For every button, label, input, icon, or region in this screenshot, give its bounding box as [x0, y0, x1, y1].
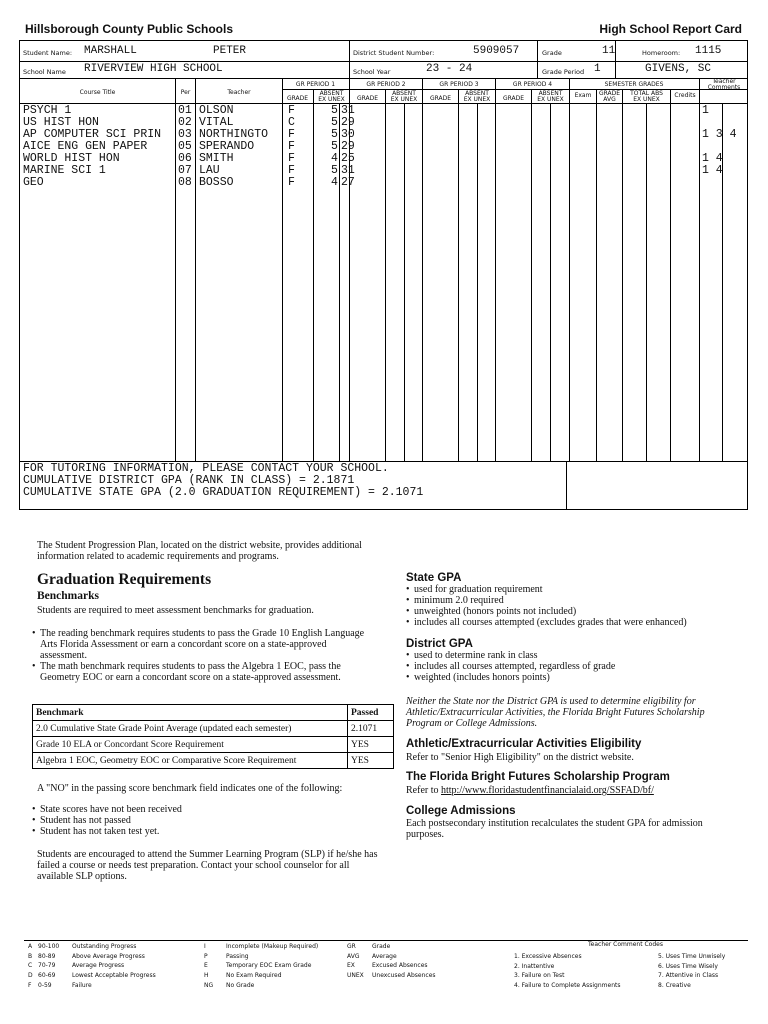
- course-teacher: BOSSO: [199, 176, 234, 189]
- benchmark-cell: Algebra 1 EOC, Geometry EOC or Comparative Score Requirement: [33, 753, 348, 769]
- gp2-absent-header: ABSENT: [392, 90, 416, 97]
- legend-code: I: [204, 943, 206, 950]
- legend-desc: Failure: [72, 981, 92, 989]
- benchmark-column-header: Benchmark: [33, 705, 348, 721]
- legend-desc: Temporary EOC Exam Grade: [226, 962, 312, 970]
- student-first-name: PETER: [213, 45, 247, 57]
- legend-comment-code: 3. Failure on Test: [514, 972, 565, 980]
- course-title: US HIST HON: [23, 116, 99, 129]
- gp1-grade: F: [288, 104, 295, 117]
- gp1-absent-ex: 5: [331, 104, 338, 117]
- table-row: [33, 737, 394, 753]
- benchmark-table-header: [33, 705, 394, 721]
- legend-code: EX: [347, 962, 355, 970]
- gp1-header: GR PERIOD 1: [295, 81, 336, 88]
- gp1-absent-ex: 5: [331, 164, 338, 177]
- gp4-grade-header: GRADE: [502, 95, 525, 102]
- course-period: 08: [178, 176, 192, 189]
- grade-label: Grade: [542, 49, 562, 57]
- footer-line-tutoring: FOR TUTORING INFORMATION, PLEASE CONTACT YOUR SCHOOL.: [23, 462, 389, 475]
- benchmark-bullet-reading: • The reading benchmark requires students to pass the Grade 10 English Language Arts Florida Assessment or earn a concordant score on a state-approved assessment.: [32, 628, 372, 661]
- bright-futures-link[interactable]: http://www.floridastudentfinancialaid.org/SSFAD/bf/: [441, 785, 654, 796]
- legend-desc: Average Progress: [72, 962, 125, 970]
- course-title: MARINE SCI 1: [23, 164, 106, 177]
- gp2-header: GR PERIOD 2: [366, 81, 406, 88]
- school-year: 23 - 24: [426, 63, 473, 75]
- course-title: AP COMPUTER SCI PRIN: [23, 128, 162, 141]
- legend-comment-code: 2. Inattentive: [514, 962, 555, 970]
- gp1-absent-ex: 4: [331, 176, 338, 189]
- district-gpa-bullets: [406, 650, 736, 683]
- benchmark-bullet-math: • The math benchmark requires students to pass the Algebra 1 EOC, pass the Geometry EOC or earn a concordant score on a state-approved assessment.: [32, 661, 372, 683]
- gp1-absent-unex: 31: [341, 164, 355, 177]
- course-period: 06: [178, 152, 192, 165]
- no-bullet-not-taken: • Student has not taken test yet.: [32, 826, 372, 837]
- gp1-grade: F: [288, 152, 295, 165]
- legend-code: A: [28, 943, 33, 950]
- gp1-grade: C: [288, 116, 295, 129]
- student-info-row: [20, 41, 747, 62]
- district-gpa-bullet: • used to determine rank in class: [406, 650, 736, 661]
- legend-code: D: [28, 972, 33, 980]
- state-gpa-bullet: • minimum 2.0 required: [406, 595, 736, 606]
- passed-column-header: Passed: [348, 705, 394, 721]
- gp3-grade-header: GRADE: [429, 95, 452, 102]
- gp1-grade: F: [288, 176, 295, 189]
- state-gpa-bullet: • used for graduation requirement: [406, 584, 736, 595]
- course-teacher: VITAL: [199, 116, 234, 129]
- teacher-comments-header: Teacher Comments: [707, 78, 741, 91]
- gp1-absent-ex: 5: [331, 128, 338, 141]
- benchmark-cell: Grade 10 ELA or Concordant Score Requirement: [33, 737, 348, 753]
- district-gpa-title: District GPA: [406, 638, 473, 650]
- gp3-ex-unex-header: EX UNEX: [463, 96, 491, 103]
- gp4-ex-unex-header: EX UNEX: [537, 96, 564, 103]
- table-row: [20, 165, 747, 177]
- legend-code: UNEX: [347, 972, 364, 980]
- gp4-absent-header: ABSENT: [538, 90, 563, 97]
- course-title: WORLD HIST HON: [23, 152, 120, 165]
- progression-plan-intro: The Student Progression Plan, located on the district website, provides additional information related to academic requirements and programs.: [37, 540, 362, 562]
- legend-code: P: [204, 952, 208, 960]
- college-admissions-text: Each postsecondary institution recalculates the student GPA for admission purposes.: [406, 818, 703, 840]
- credits-header: Credits: [674, 92, 696, 99]
- legend-code: AVG: [347, 952, 360, 960]
- benchmarks-text: Students are required to meet assessment benchmarks for graduation.: [37, 605, 314, 616]
- table-row: [20, 141, 747, 153]
- legend-range: 90-100: [38, 943, 60, 950]
- gp4-header: GR PERIOD 4: [512, 81, 553, 88]
- period-header: Per: [180, 89, 191, 96]
- gp1-grade: F: [288, 128, 295, 141]
- district-name: Hillsborough County Public Schools: [25, 22, 234, 36]
- semester-grades-header: SEMESTER GRADES: [604, 81, 664, 88]
- gp1-absent-header: ABSENT: [319, 90, 344, 97]
- legend-desc: Incomplete (Makeup Required): [226, 943, 319, 950]
- benchmark-cell: 2.0 Cumulative State Grade Point Average (updated each semester): [33, 721, 348, 737]
- footer-line-state-gpa: CUMULATIVE STATE GPA (2.0 GRADUATION REQUIREMENT) = 2.1071: [23, 486, 424, 499]
- report-title: High School Report Card: [599, 22, 742, 36]
- table-row: [20, 177, 747, 189]
- gp1-absent-unex: 31: [341, 104, 355, 117]
- footer-line-district-gpa: CUMULATIVE DISTRICT GPA (RANK IN CLASS) = 2.1871: [23, 474, 355, 487]
- bright-futures-title: The Florida Bright Futures Scholarship Program: [406, 771, 670, 783]
- grade-period: 1: [594, 63, 601, 75]
- no-bullet-scores: • State scores have not been received: [32, 804, 372, 815]
- legend-range: 0-59: [38, 981, 52, 989]
- passed-cell: YES: [348, 737, 394, 753]
- homeroom-label: Homeroom:: [642, 49, 681, 57]
- gp1-absent-unex: 29: [341, 116, 355, 129]
- passed-cell: YES: [348, 753, 394, 769]
- gp3-absent-header: ABSENT: [465, 90, 489, 97]
- grade-level: 11: [602, 45, 616, 57]
- course-period: 02: [178, 116, 192, 129]
- course-period: 03: [178, 128, 192, 141]
- legend-desc: Passing: [226, 952, 249, 960]
- legend-code: F: [28, 981, 32, 989]
- comment-codes-title: Teacher Comment Codes: [588, 941, 663, 948]
- total-abs-header: TOTAL ABS: [630, 90, 663, 97]
- gpa-eligibility-note: Neither the State nor the District GPA is used to determine eligibility for Athletic/Extracurricular Activities, the Florida Bright Futures Scholarship Program or College Admissions.: [406, 696, 705, 729]
- legend-comment-code: 8. Creative: [658, 982, 691, 990]
- legend-desc: No Grade: [226, 981, 255, 989]
- gp1-grade-header: GRADE: [286, 95, 309, 102]
- homeroom-number: 1115: [695, 45, 722, 57]
- course-period: 01: [178, 104, 192, 117]
- course-teacher: NORTHINGTO: [199, 128, 269, 141]
- teacher-comment-codes: 1: [702, 104, 709, 117]
- state-gpa-bullets: [406, 584, 736, 628]
- summer-learning-text: Students are encouraged to attend the Summer Learning Program (SLP) if he/she has failed a course or needs test preparation. Contact your school counselor for all available SLP options.: [37, 849, 378, 882]
- student-last-name: MARSHALL: [84, 45, 137, 57]
- gp2-grade-header: GRADE: [356, 95, 379, 102]
- exam-header: Exam: [574, 92, 592, 99]
- gp1-absent-unex: 30: [341, 128, 355, 141]
- passed-cell: 2.1071: [348, 721, 394, 737]
- state-gpa-bullet: • includes all courses attempted (excludes grades that were enhanced): [406, 617, 736, 628]
- no-bullet-not-passed: • Student has not passed: [32, 815, 372, 826]
- gp1-grade: F: [288, 140, 295, 153]
- legend-desc: Unexcused Absences: [372, 972, 436, 980]
- course-title: AICE ENG GEN PAPER: [23, 140, 148, 153]
- legend-code: C: [28, 962, 33, 970]
- legend-comment-code: 7. Attentive in Class: [658, 972, 719, 980]
- legend-desc: No Exam Required: [226, 972, 282, 980]
- legend-desc: Lowest Acceptable Progress: [72, 972, 156, 980]
- state-gpa-title: State GPA: [406, 572, 462, 584]
- course-teacher: SPERANDO: [199, 140, 255, 153]
- total-ex-unex-header: EX UNEX: [633, 96, 660, 103]
- no-indicator-bullets: [32, 804, 372, 837]
- gp1-absent-unex: 25: [341, 152, 355, 165]
- grade-avg-header: GRADE AVG: [598, 90, 621, 103]
- school-name: RIVERVIEW HIGH SCHOOL: [84, 63, 223, 75]
- legend-desc: Average: [372, 952, 397, 960]
- district-gpa-bullet: • weighted (includes honors points): [406, 672, 736, 683]
- gp1-absent-ex: 4: [331, 152, 338, 165]
- legend-desc: Outstanding Progress: [72, 943, 137, 950]
- legend-code: E: [204, 962, 208, 970]
- legend-range: 80-89: [38, 952, 56, 960]
- gp1-absent-unex: 27: [341, 176, 355, 189]
- no-indicator-text: A "NO" in the passing score benchmark field indicates one of the following:: [37, 783, 343, 794]
- legend-code: NG: [204, 981, 214, 989]
- report-card-table: [19, 40, 748, 510]
- teacher-comment-codes: 1 4: [702, 164, 723, 177]
- graduation-requirements-title: Graduation Requirements: [37, 571, 212, 588]
- gp1-absent-unex: 29: [341, 140, 355, 153]
- legend-comment-code: 1. Excessive Absences: [514, 953, 582, 960]
- gp1-absent-ex: 5: [331, 116, 338, 129]
- teacher-comment-codes: 1 4: [702, 152, 723, 165]
- legend-code: GR: [347, 943, 356, 950]
- table-row: [20, 105, 747, 117]
- athletic-eligibility-text: Refer to "Senior High Eligibility" on the district website.: [406, 752, 634, 763]
- course-title: GEO: [23, 176, 44, 189]
- gp2-ex-unex-header: EX UNEX: [390, 96, 418, 103]
- athletic-eligibility-title: Athletic/Extracurricular Activities Eligibility: [406, 738, 642, 750]
- legend-desc: Grade: [372, 943, 391, 950]
- legend-comment-code: 6. Uses Time Wisely: [658, 962, 718, 970]
- bright-futures-refer: Refer to: [406, 785, 439, 796]
- district-student-number-label: District Student Number:: [353, 49, 435, 57]
- school-year-label: School Year: [353, 68, 391, 76]
- benchmark-bullets: [32, 628, 372, 683]
- bright-futures-text: [406, 785, 736, 796]
- course-teacher: SMITH: [199, 152, 234, 165]
- legend-range: 60-69: [38, 972, 56, 980]
- legend-range: 70-79: [38, 962, 56, 970]
- course-period: 07: [178, 164, 192, 177]
- course-period: 05: [178, 140, 192, 153]
- district-gpa-bullet: • includes all courses attempted, regardless of grade: [406, 661, 736, 672]
- district-student-number: 5909057: [473, 45, 520, 57]
- table-row: [33, 721, 394, 737]
- course-teacher: OLSON: [199, 104, 234, 117]
- legend-code: B: [28, 952, 33, 960]
- course-title: PSYCH 1: [23, 104, 72, 117]
- legend-comment-code: 4. Failure to Complete Assignments: [514, 982, 621, 990]
- legend-desc: Above Average Progress: [72, 952, 145, 960]
- table-row: [33, 753, 394, 769]
- school-info-row: [20, 62, 747, 79]
- state-gpa-bullet: • unweighted (honors points not included): [406, 606, 736, 617]
- legend-desc: Excused Absences: [372, 962, 428, 970]
- teacher-comment-codes: 1 3 4: [702, 128, 737, 141]
- legend-code: H: [204, 972, 209, 980]
- school-name-label: School Name: [23, 68, 66, 76]
- college-admissions-title: College Admissions: [406, 805, 516, 817]
- legend-comment-code: 5. Uses Time Unwisely: [658, 953, 726, 960]
- legend: [24, 940, 748, 990]
- table-row: [20, 153, 747, 165]
- course-title-header: Course Title: [79, 89, 116, 96]
- gp1-grade: F: [288, 164, 295, 177]
- benchmark-table: [32, 704, 394, 769]
- benchmarks-title: Benchmarks: [37, 590, 99, 602]
- course-teacher: LAU: [199, 164, 220, 177]
- grade-period-label: Grade Period: [542, 68, 585, 76]
- gp1-ex-unex-header: EX UNEX: [318, 96, 345, 103]
- student-name-label: Student Name:: [23, 49, 73, 57]
- homeroom-teacher: GIVENS, SC: [645, 63, 712, 75]
- teacher-header: Teacher: [227, 89, 251, 96]
- gp1-absent-ex: 5: [331, 140, 338, 153]
- gp3-header: GR PERIOD 3: [439, 81, 479, 88]
